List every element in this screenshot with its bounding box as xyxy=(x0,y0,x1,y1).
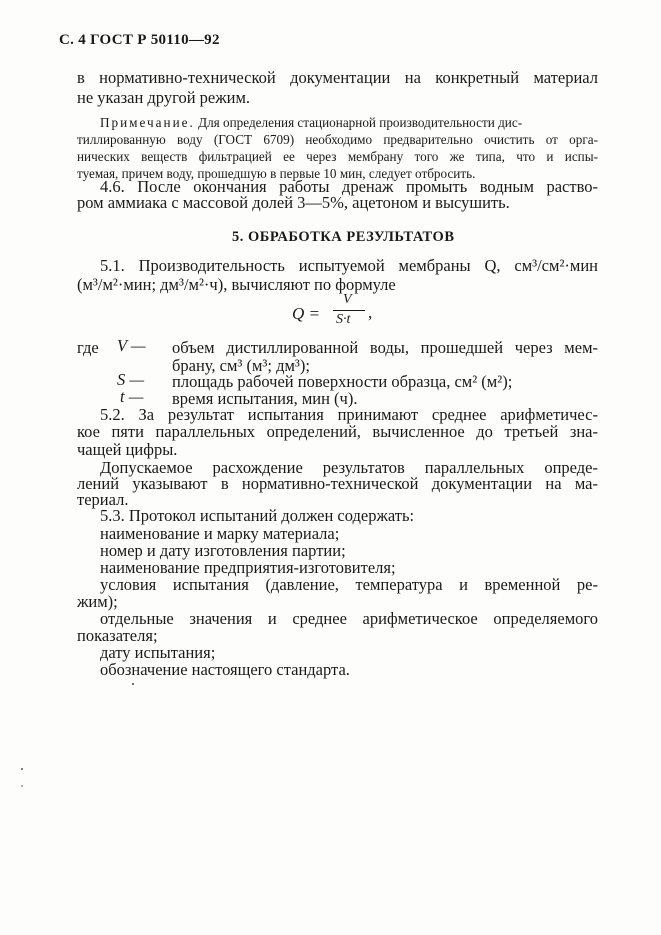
paragraph-line: 4.6. После окончания работы дренаж промыть водным раство- xyxy=(100,177,598,196)
definition-line: брану, см³ (м³; дм³); xyxy=(172,356,310,375)
list-item: наименование и марку материала; xyxy=(100,524,340,543)
note-line: тиллированную воду (ГОСТ 6709) необходимо предварительно очистить от орга- xyxy=(77,132,598,147)
list-item: дату испытания; xyxy=(100,643,216,662)
paragraph-line: в нормативно-технической документации на конкретный материал xyxy=(77,68,598,87)
definition-line: площадь рабочей поверхности образца, см² (м²); xyxy=(172,372,513,391)
speck xyxy=(21,785,23,787)
note-line: туемая, причем воду, прошедшую в первые 10 мин, следует отбросить. xyxy=(77,166,476,181)
formula-comma: , xyxy=(368,303,373,322)
definition-line: время испытания, мин (ч). xyxy=(172,389,358,408)
list-item: жим); xyxy=(77,592,118,611)
list-item: условия испытания (давление, температура и временной ре- xyxy=(100,575,598,594)
paragraph-line: (м³/м²·мин; дм³/м²·ч), вычисляют по формуле xyxy=(77,275,396,294)
paragraph-line: Допускаемое расхождение результатов параллельных опреде- xyxy=(100,458,598,477)
section-title: 5. ОБРАБОТКА РЕЗУЛЬТАТОВ xyxy=(232,229,455,245)
paragraph-line: не указан другой режим. xyxy=(77,88,251,107)
list-item: наименование предприятия-изготовителя; xyxy=(100,558,396,577)
note-line: нических веществ фильтрацией ее через мембрану того же типа, что и испы- xyxy=(77,149,598,164)
list-item: номер и дату изготовления партии; xyxy=(100,541,346,560)
formula-denominator: S·t xyxy=(336,312,351,327)
list-item: отдельные значения и среднее арифметическое определяемого xyxy=(100,609,598,628)
paragraph-line: 5.2. За результат испытания принимают среднее арифметичес- xyxy=(100,405,598,424)
where-label: где xyxy=(77,338,99,357)
list-item: обозначение настоящего стандарта. xyxy=(100,660,350,679)
list-item: показателя; xyxy=(77,626,158,645)
formula-lhs: Q = xyxy=(292,304,320,323)
note-text: Для определения стационарной производительности дис- xyxy=(198,115,523,130)
note-label: Примечание. xyxy=(100,115,195,130)
paragraph-line: чащей цифры. xyxy=(77,440,178,459)
symbol-t: t — xyxy=(120,387,144,406)
symbol-v: V — xyxy=(117,336,146,355)
speck xyxy=(21,768,23,770)
speck xyxy=(132,683,134,685)
paragraph-line: 5.3. Протокол испытаний должен содержать: xyxy=(100,506,415,525)
definition-line: объем дистиллированной воды, прошедшей через мем- xyxy=(172,338,598,357)
paragraph-line: лений указывают в нормативно-технической документации на ма- xyxy=(77,474,598,493)
paragraph-line: ром аммиака с массовой долей 3—5%, ацетоном и высушить. xyxy=(77,193,510,212)
paragraph-line: кое пяти параллельных определений, вычисленное до третьей зна- xyxy=(77,422,598,441)
formula-numerator: V xyxy=(343,292,352,307)
page-header: С. 4 ГОСТ Р 50110—92 xyxy=(59,32,220,48)
symbol-s: S — xyxy=(117,370,145,389)
paragraph-line: териал. xyxy=(77,490,129,509)
paragraph-line: 5.1. Производительность испытуемой мембраны Q, см³/см²·мин xyxy=(100,256,598,275)
